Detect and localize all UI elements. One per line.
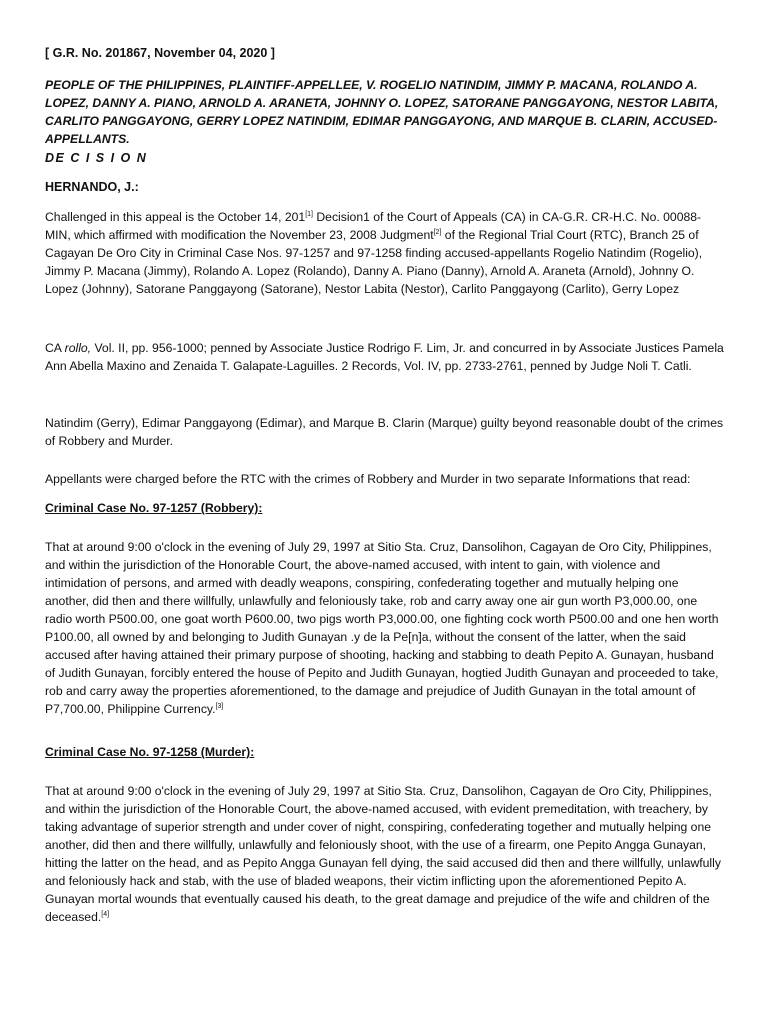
intro-paragraph: Challenged in this appeal is the October 14, 201[1] Decision1 of the Court of Appeals (CA) in CA-G.R. CR-H.C. No. 00088-MIN, which affirmed with modification the November 23, 2008 Judgment[2] of the Regional Trial Court (RTC), Branch 25 of Cagayan De Oro City in Criminal Case Nos. 97-1257 and 97-1258 finding accused-appellants Rogelio Natindim (Rogelio), Jimmy P. Macana (Jimmy), Rolando A. Lopez (Rolando), Danny A. Piano (Danny), Arnold A. Araneta (Arnold), Johnny O. Lopez (Johnny), Satorane Panggayong (Satorane), Nestor Labita (Nestor), Carlito Panggayong (Carlito), Gerry Lopez <box>45 210 703 296</box>
case-number: [ G.R. No. 201867, November 04, 2020 ] <box>45 46 275 60</box>
decision-heading: DE C I S I O N <box>45 151 148 165</box>
murder-information: That at around 9:00 o'clock in the evening of July 29, 1997 at Sitio Sta. Cruz, Dansolihon, Cagayan de Oro City, Philippines, and within the jurisdiction of the Honorable Court, the above-named accused, with evident premeditation, with treachery, by taking advantage of superior strength and under cover of night, conspiring, confederating together and mutually helping one another, did then and there willfully, unlawfully and feloniously shoot, with the use of a firearm, one Pepito Angga Gunayan, hitting the latter on the head, and as Pepito Angga Gunayan fell dying, the said accused did then and there willfully, unlawfully and feloniously hack and stab, with the use of bladed weapons, their victim inflicting upon the aforementioned Pepito A. Gunayan mortal wounds that eventually caused his death, to the great damage and prejudice of the wife and children of the deceased.[4] <box>45 784 721 924</box>
robbery-case-heading: Criminal Case No. 97-1257 (Robbery): <box>45 501 263 515</box>
footnote-ref-3[interactable]: [3] <box>215 703 224 710</box>
robbery-information: That at around 9:00 o'clock in the evening of July 29, 1997 at Sitio Sta. Cruz, Dansolihon, Cagayan de Oro City, Philippines, and within the jurisdiction of the Honorable Court, the above-named accused, with intent to gain, with violence and intimidation of persons, and armed with deadly weapons, conspiring, confederating together and mutually helping one another, did then and there willfully, unlawfully and feloniously take, rob and carry away one air gun worth P3,000.00, one radio worth P500.00, one goat worth P600.00, two pigs worth P3,000.00, one fighting cock worth P500.00 and one hen worth P100.00, all owned by and belonging to Judith Gunayan .y de la Pe[n]a, without the consent of the latter, when the said accused after having attained their primary purpose of shooting, hacking and stabbing to death Pepito A. Gunayan, husband of Judith Gunayan, forcibly entered the house of Pepito and Judith Gunayan, hogtied Judith Gunayan and proceeded to take, rob and carry away the properties aforementioned, to the damage and prejudice of Judith Gunayan in the total amount of P7,700.00, Philippine Currency.[3] <box>45 540 719 716</box>
footnote-ref-1[interactable]: [1] <box>305 211 313 218</box>
footnote-ref-4[interactable]: [4] <box>101 911 110 918</box>
continuation-paragraph: Natindim (Gerry), Edimar Panggayong (Edimar), and Marque B. Clarin (Marque) guilty beyond reasonable doubt of the crimes of Robbery and Murder. <box>45 416 724 448</box>
footnote-ref-2[interactable]: [2] <box>433 229 442 236</box>
murder-case-heading: Criminal Case No. 97-1258 (Murder): <box>45 745 255 759</box>
case-parties: PEOPLE OF THE PHILIPPINES, PLAINTIFF-APPELLEE, V. ROGELIO NATINDIM, JIMMY P. MACANA, ROLANDO A. LOPEZ, DANNY A. PIANO, ARNOLD A. ARANETA, JOHNNY O. LOPEZ, SATORANE PANGGAYONG, NESTOR LABITA, CARLITO PANGGAYONG, GERRY LOPEZ NATINDIM, EDIMAR PANGGAYONG, AND MARQUE B. CLARIN, ACCUSED- APPELLANTS. <box>45 78 719 146</box>
footnote-paragraph: CA rollo, Vol. II, pp. 956-1000; penned by Associate Justice Rodrigo F. Lim, Jr. and concurred in by Associate Justices Pamela Ann Abella Maxino and Zenaida T. Galapate-Laguilles. 2 Records, Vol. IV, pp. 2733-2761, penned by Judge Noli T. Catli. <box>45 341 724 373</box>
ponente: HERNANDO, J.: <box>45 180 139 194</box>
charged-paragraph: Appellants were charged before the RTC with the crimes of Robbery and Murder in two separate Informations that read: <box>45 472 691 486</box>
